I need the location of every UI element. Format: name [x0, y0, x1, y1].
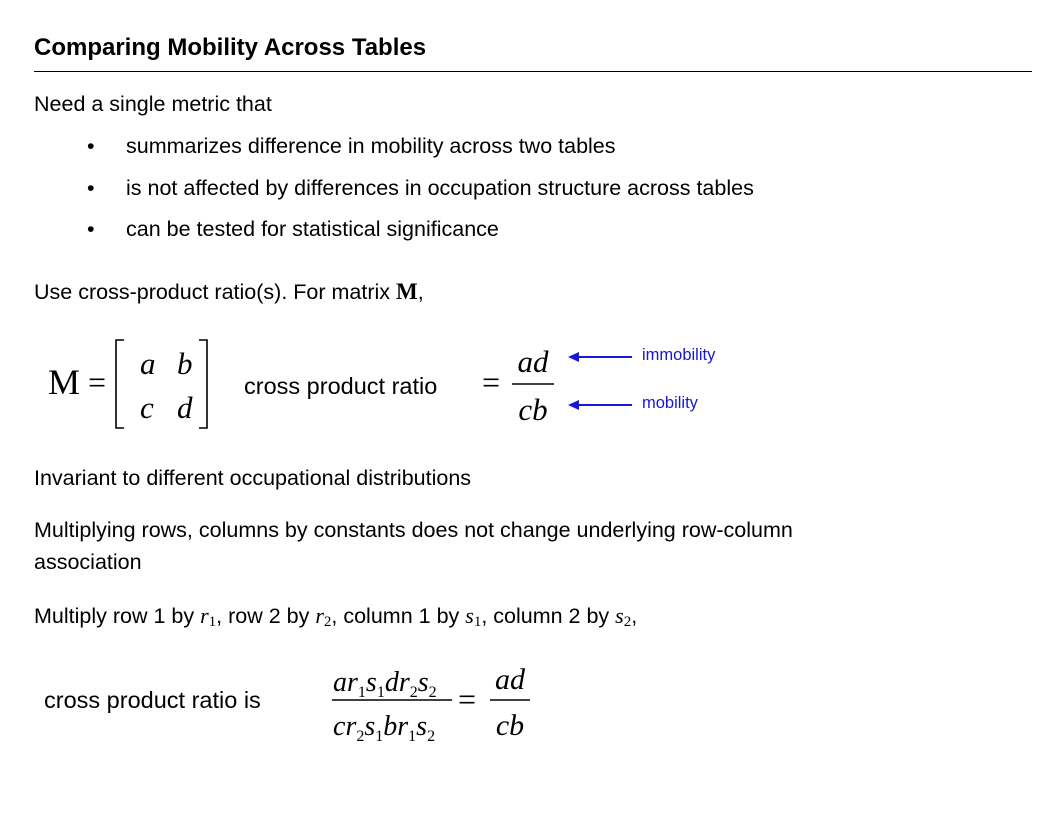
- result-denominator: cb: [495, 709, 525, 742]
- matrix-a: a: [140, 346, 156, 381]
- var-r: r: [315, 603, 324, 628]
- result-numerator: ad: [495, 663, 525, 696]
- matrix-c: c: [140, 390, 154, 425]
- bullet-symbol: •: [87, 134, 95, 158]
- matrix-symbol: M: [395, 279, 418, 304]
- scaled-denominator: $cr_2s_1br_1s_2$: [333, 711, 436, 745]
- sub-1: 1: [473, 614, 482, 630]
- cpr-is-label: cross product ratio is: [44, 687, 261, 713]
- cpr-equals: =: [482, 364, 501, 400]
- bullet-item: can be tested for statistical significance: [126, 217, 499, 241]
- intro-text: Need a single metric that: [34, 92, 272, 116]
- bullet-item: summarizes difference in mobility across two tables: [126, 134, 616, 158]
- var-s: s: [465, 603, 474, 628]
- matrix-right-bracket: [199, 340, 207, 428]
- sub-2: 2: [623, 614, 632, 630]
- var-s: s: [615, 603, 624, 628]
- multiplying-text-line1: Multiplying rows, columns by constants does not change underlying row-column: [34, 518, 793, 542]
- multiplying-text-line2: association: [34, 550, 142, 574]
- eq-equals: =: [88, 364, 107, 400]
- multiply-part: , column 1 by: [331, 604, 466, 628]
- matrix-d: d: [177, 390, 193, 425]
- multiply-part: , row 2 by: [216, 604, 316, 628]
- multiply-part: Multiply row 1 by: [34, 604, 201, 628]
- mobility-arrowhead: [568, 400, 579, 410]
- bullet-symbol: •: [87, 217, 95, 241]
- bullet-symbol: •: [87, 176, 95, 200]
- immobility-arrowhead: [568, 352, 579, 362]
- multiply-end: ,: [631, 604, 638, 628]
- immobility-label: immobility: [642, 346, 716, 364]
- title-divider: [34, 71, 1032, 72]
- cpr-label: cross product ratio: [244, 373, 438, 399]
- use-text-content: Use cross-product ratio(s). For matrix: [34, 280, 396, 304]
- invariant-text: Invariant to different occupational distributions: [34, 466, 472, 490]
- comma: ,: [417, 280, 424, 304]
- mobility-label: mobility: [642, 394, 698, 412]
- cpr-denominator: cb: [518, 392, 548, 427]
- multiply-part: , column 2 by: [481, 604, 616, 628]
- scaled-numerator: $ar_1s_1dr_2s_2$: [333, 667, 437, 701]
- sub-1: 1: [208, 614, 217, 630]
- matrix-b: b: [177, 346, 193, 381]
- sub-2: 2: [323, 614, 332, 630]
- cpr-numerator: ad: [517, 344, 549, 379]
- bullet-item: is not affected by differences in occupation structure across tables: [126, 176, 754, 200]
- cpr-scaled-equation: [0, 655, 620, 750]
- use-text: [34, 279, 424, 305]
- page-title: Comparing Mobility Across Tables: [34, 34, 427, 61]
- var-r: r: [200, 603, 209, 628]
- eq-lhs-m: M: [48, 362, 81, 402]
- matrix-left-bracket: [116, 340, 124, 428]
- scaled-equals: =: [458, 681, 477, 717]
- multiply-text: [34, 603, 637, 629]
